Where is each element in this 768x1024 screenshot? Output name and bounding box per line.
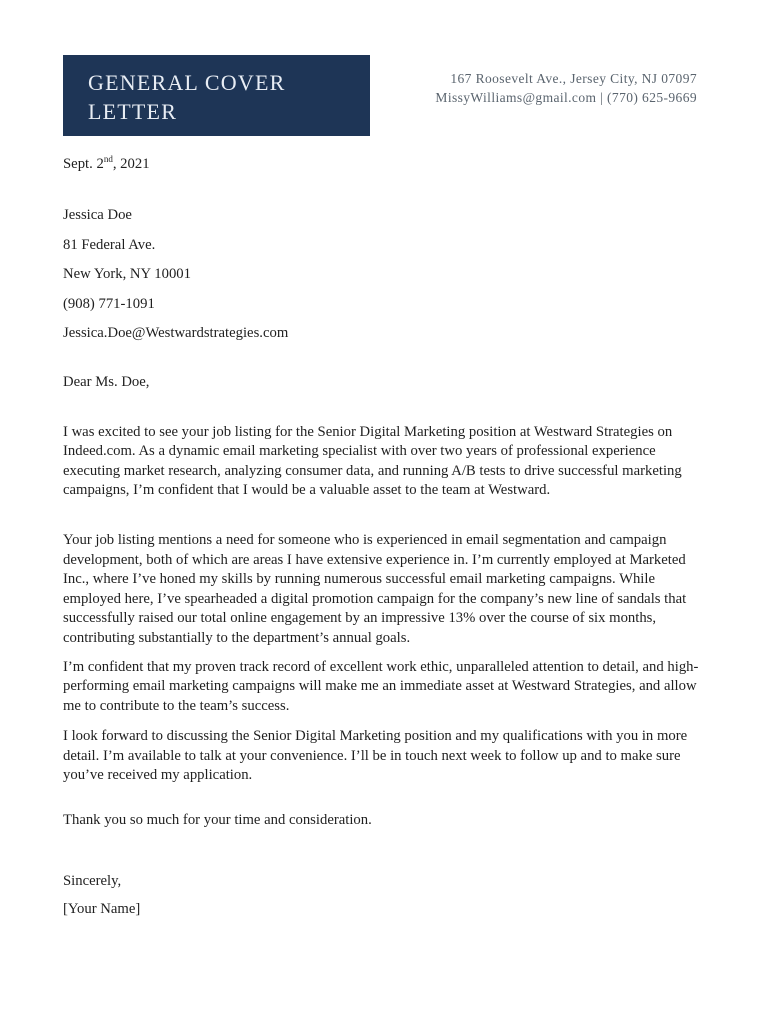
recipient-city-state-zip: New York, NY 10001 — [63, 266, 191, 283]
recipient-phone: (908) 771-1091 — [63, 295, 155, 312]
sender-email-phone-line: MissyWilliams@gmail.com | (770) 625-9669 — [435, 90, 697, 105]
date-suffix: , 2021 — [112, 156, 150, 172]
date-ordinal-superscript: nd — [103, 154, 113, 165]
letter-date — [63, 155, 700, 174]
letter-body — [63, 155, 700, 920]
page-title: GENERAL COVER LETTER — [88, 70, 286, 124]
closing-line: Sincerely, — [63, 872, 122, 889]
letter-header — [63, 55, 697, 136]
sender-contact-block — [435, 55, 697, 107]
sender-address-line: 167 Roosevelt Ave., Jersey City, NJ 07097 — [450, 71, 697, 86]
body-paragraph-4: I look forward to discussing the Senior Digital Marketing position and my qualifications with you in more detail. I’m available to talk at your convenience. I’ll be in touch next week to follow up and to make sure you’ve received my application. — [63, 728, 688, 783]
signature-placeholder: [Your Name] — [63, 901, 141, 918]
recipient-street: 81 Federal Ave. — [63, 236, 156, 253]
title-banner — [63, 55, 370, 136]
recipient-block — [63, 206, 700, 343]
recipient-email: Jessica.Doe@Westwardstrategies.com — [63, 325, 289, 342]
body-paragraph-2: Your job listing mentions a need for someone who is experienced in email segmentation and campaign development, both of which are areas I have extensive experience in. I’m currently employed at Marketed Inc., where I’ve honed my skills by running numerous successful email marketing campaigns. While employed here, I’ve spearheaded a digital promotion campaign for the company’s new line of sandals that successfully raised our total online engagement by an impressive 13% over the course of six months, contributing substantially to the department’s annual goals. — [63, 532, 687, 646]
date-prefix: Sept. 2 — [63, 156, 104, 172]
recipient-name: Jessica Doe — [63, 207, 132, 224]
body-paragraph-3: I’m confident that my proven track record of excellent work ethic, unparalleled attention to detail, and high-performing email marketing campaigns will make me an immediate asset at Westward Strategies, and allow me to contribute to the team’s success. — [63, 658, 699, 714]
thank-you-line: Thank you so much for your time and consideration. — [63, 812, 372, 829]
salutation: Dear Ms. Doe, — [63, 374, 150, 391]
body-paragraph-1: I was excited to see your job listing for the Senior Digital Marketing position at Westward Strategies on Indeed.com. As a dynamic email marketing specialist with over two years of professional experience executing market research, analyzing consumer data, and running A/B tests to drive successful marketing campaigns, I’m confident that I would be a valuable asset to the team at Westward. — [63, 423, 682, 499]
